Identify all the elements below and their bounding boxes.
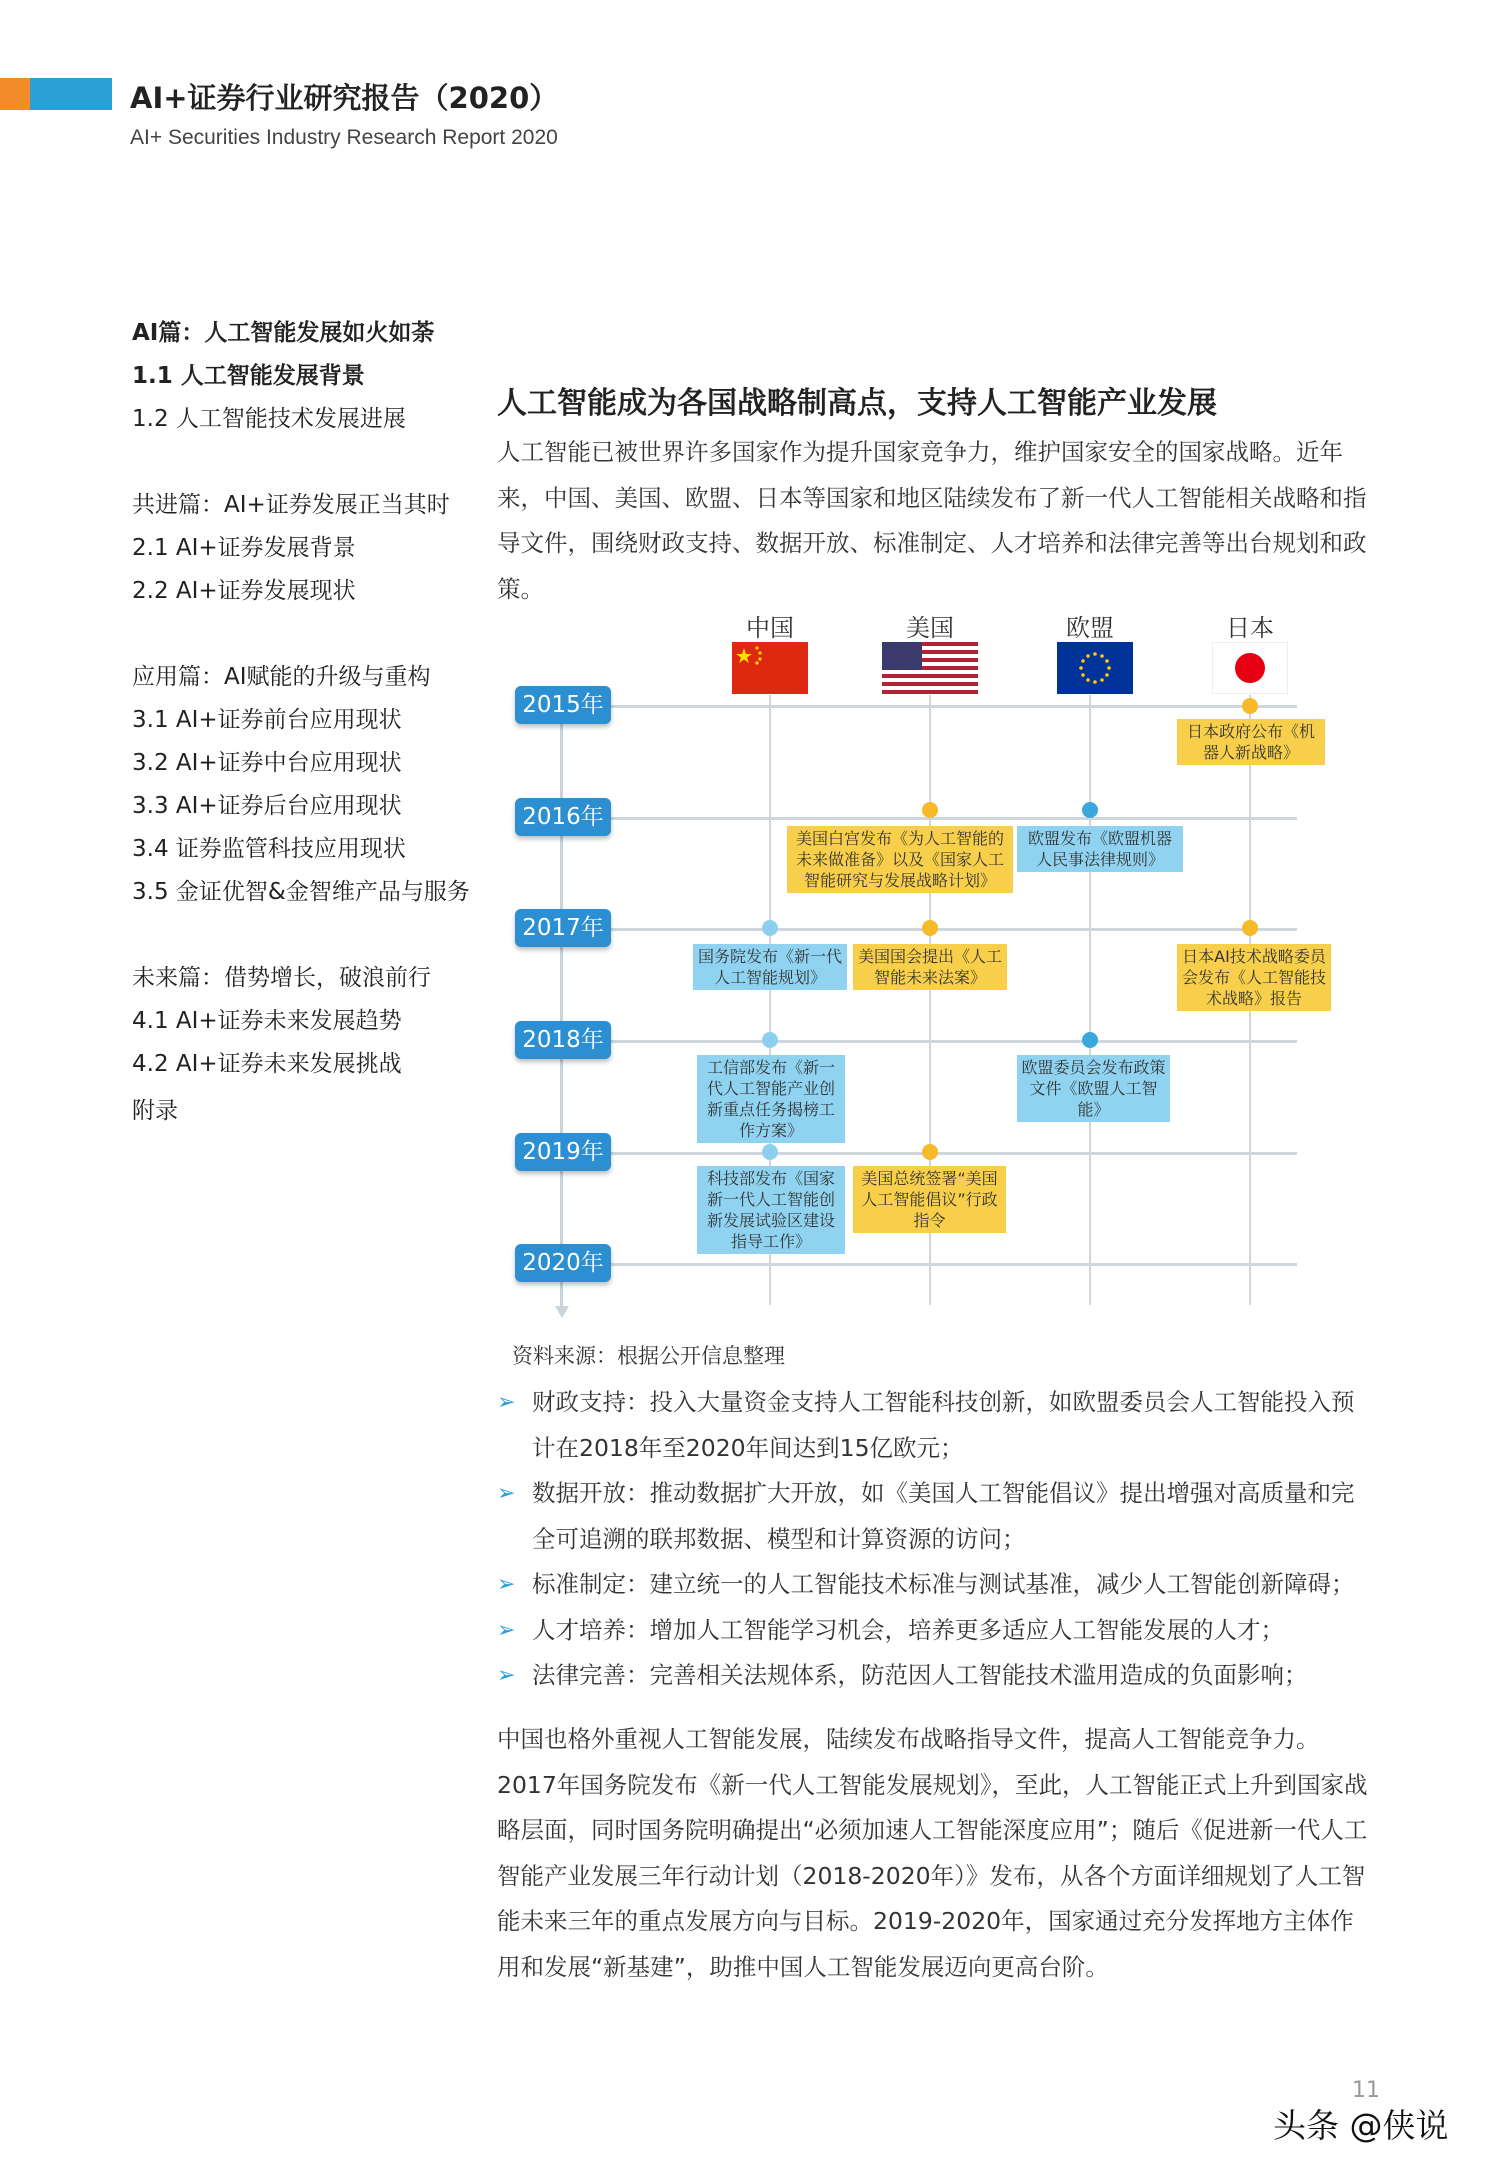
country-label-china: 中国 [746, 614, 794, 642]
year-gridline [557, 1040, 1297, 1043]
year-badge: 2020年 [515, 1244, 611, 1282]
toc-item[interactable]: 3.1 AI+证券前台应用现状 [132, 707, 402, 733]
event-eu-2016: 欧盟发布《欧盟机器人民事法律规则》 [1017, 826, 1183, 872]
year-badge: 2019年 [515, 1133, 611, 1171]
event-marker [1082, 802, 1098, 818]
arrow-bullet-icon: ➢ [497, 1481, 516, 1506]
event-japan-2015: 日本政府公布《机器人新战略》 [1177, 719, 1325, 765]
closing-paragraph: 中国也格外重视人工智能发展，陆续发布战略指导文件，提高人工智能竞争力。2017年国务院发布《新一代人工智能发展规划》，至此，人工智能正式上升到国家战略层面，同时国务院明确提出“必须加速人工智能深度应用”；随后《促进新一代人工智能产业发展三年行动计划（2018-2020年）》发布，从各个方面详细规划了人工智能未来三年的重点发展方向与目标。2019-2020年，国家通过充分发挥地方主体作用和发展“新基建”，助推中国人工智能发展迈向更高台阶。 [497, 1725, 1368, 1981]
country-label-eu: 欧盟 [1066, 614, 1114, 642]
event-usa-2019: 美国总统签署“美国人工智能倡议”行政指令 [853, 1166, 1006, 1233]
year-badge: 2017年 [515, 909, 611, 947]
arrow-bullet-icon: ➢ [497, 1390, 516, 1415]
event-marker [1242, 698, 1258, 714]
source-note: 资料来源：根据公开信息整理 [512, 1344, 785, 1368]
arrow-bullet-icon: ➢ [497, 1617, 516, 1643]
year-badge: 2015年 [515, 686, 611, 724]
event-usa-2016: 美国白宫发布《为人工智能的未来做准备》以及《国家人工智能研究与发展战略计划》 [787, 826, 1013, 893]
toc-item[interactable]: 3.5 金证优智&金智维产品与服务 [132, 879, 470, 905]
event-marker [922, 802, 938, 818]
axis-arrow-icon [555, 1306, 569, 1318]
list-item [497, 1562, 1377, 1608]
toc-item[interactable]: 2.1 AI+证券发展背景 [132, 535, 356, 561]
toc-item[interactable]: 1.2 人工智能技术发展进展 [132, 406, 406, 432]
event-marker [762, 1144, 778, 1160]
toc-item[interactable]: 应用篇：AI赋能的升级与重构 [132, 664, 431, 690]
header-accent-orange [0, 78, 30, 110]
bullet-text: 人才培养：增加人工智能学习机会，培养更多适应人工智能发展的人才； [532, 1615, 1284, 1644]
intro-paragraph: 人工智能已被世界许多国家作为提升国家竞争力，维护国家安全的国家战略。近年来，中国、美国、欧盟、日本等国家和地区陆续发布了新一代人工智能相关战略和指导文件，围绕财政支持、数据开放、标准制定、人才培养和法律完善等出台规划和政策。 [497, 438, 1367, 603]
toc-item[interactable]: 3.4 证券监管科技应用现状 [132, 836, 406, 862]
year-badge: 2016年 [515, 798, 611, 836]
event-japan-2017: 日本AI技术战略委员会发布《人工智能技术战略》报告 [1177, 944, 1331, 1011]
event-eu-2018: 欧盟委员会发布政策文件《欧盟人工智能》 [1017, 1055, 1170, 1122]
report-subtitle: AI+ Securities Industry Research Report 2020 [130, 126, 558, 149]
toc-item[interactable]: 4.2 AI+证券未来发展挑战 [132, 1051, 402, 1077]
toc-item[interactable]: 未来篇：借势增长，破浪前行 [132, 965, 431, 991]
header-accent-blue [30, 78, 112, 110]
table-of-contents [132, 312, 492, 1133]
toc-item[interactable]: AI篇：人工智能发展如火如荼 [132, 320, 435, 346]
eu-column-line [1089, 695, 1091, 1305]
event-marker [922, 1144, 938, 1160]
event-china-2019: 科技部发布《国家新一代人工智能创新发展试验区建设指导工作》 [697, 1166, 845, 1254]
year-badge: 2018年 [515, 1021, 611, 1059]
bullet-text: 法律完善：完善相关法规体系，防范因人工智能技术滥用造成的负面影响； [532, 1661, 1308, 1689]
event-marker [762, 1032, 778, 1048]
bullet-text: 财政支持：投入大量资金支持人工智能科技创新，如欧盟委员会人工智能投入预计在2018年至2020年间达到15亿欧元； [532, 1388, 1355, 1462]
list-item [497, 1608, 1377, 1654]
policy-timeline [497, 600, 1327, 1330]
toc-item[interactable]: 2.2 AI+证券发展现状 [132, 578, 356, 604]
toc-item[interactable]: 附录 [132, 1098, 178, 1124]
country-label-japan: 日本 [1226, 614, 1274, 642]
event-usa-2017: 美国国会提出《人工智能未来法案》 [853, 944, 1007, 990]
usa-flag-icon [882, 642, 978, 694]
section-heading: 人工智能成为各国战略制高点，支持人工智能产业发展 [497, 386, 1217, 421]
arrow-bullet-icon: ➢ [497, 1572, 516, 1597]
event-china-2017: 国务院发布《新一代人工智能规划》 [693, 944, 847, 990]
toc-gap [132, 613, 492, 656]
toc-item[interactable]: 4.1 AI+证券未来发展趋势 [132, 1008, 402, 1034]
report-title: AI+证券行业研究报告（2020） [130, 81, 559, 115]
policy-bullet-list [497, 1380, 1377, 1699]
china-flag-icon [732, 642, 808, 694]
event-marker [1082, 1032, 1098, 1048]
event-china-2018: 工信部发布《新一代人工智能产业创新重点任务揭榜工作方案》 [697, 1055, 845, 1143]
event-marker [762, 920, 778, 936]
list-item [497, 1653, 1377, 1699]
list-item [497, 1471, 1377, 1562]
event-marker [922, 920, 938, 936]
watermark: 头条 @侠说 [1273, 2106, 1449, 2145]
toc-gap [132, 914, 492, 957]
page-number: 11 [1352, 2078, 1380, 2103]
toc-item[interactable]: 1.1 人工智能发展背景 [132, 363, 365, 389]
country-label-usa: 美国 [906, 614, 954, 642]
event-marker [1242, 920, 1258, 936]
toc-gap [132, 441, 492, 484]
bullet-text: 数据开放：推动数据扩大开放，如《美国人工智能倡议》提出增强对高质量和完全可追溯的联邦数据、模型和计算资源的访问； [532, 1479, 1355, 1553]
timeline-axis [560, 695, 563, 1315]
toc-item[interactable]: 共进篇：AI+证券发展正当其时 [132, 492, 450, 518]
eu-flag-icon [1057, 642, 1133, 694]
year-gridline [557, 1263, 1297, 1266]
toc-item[interactable]: 3.3 AI+证券后台应用现状 [132, 793, 402, 819]
list-item [497, 1380, 1377, 1471]
toc-item[interactable]: 3.2 AI+证券中台应用现状 [132, 750, 402, 776]
arrow-bullet-icon: ➢ [497, 1663, 516, 1688]
year-gridline [557, 705, 1297, 708]
japan-flag-icon [1212, 642, 1288, 694]
bullet-text: 标准制定：建立统一的人工智能技术标准与测试基准，减少人工智能创新障碍； [532, 1570, 1355, 1598]
